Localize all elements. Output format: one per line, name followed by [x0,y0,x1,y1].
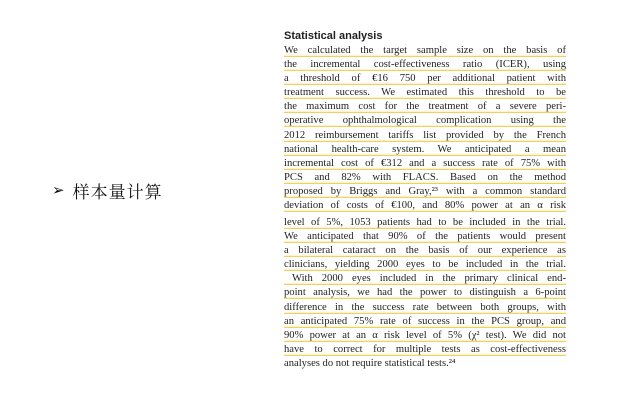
text-line: 90% power at an α risk level of 5% (χ² test). We did not [284,329,566,341]
text-line: deviation of costs of €100, and 80% power at an α risk [284,200,566,212]
text-line: We anticipated that 90% of the patients would present [284,231,566,243]
text-line: proposed by Briggs and Gray,²³ with a common standard [284,185,566,197]
paper-excerpt-upper [284,30,566,213]
bullet-text: 样本量计算 [72,183,163,203]
text-line: have to correct for multiple tests as cost-effectiveness [284,343,566,355]
text-line: treatment success. We estimated this threshold to be [284,87,566,99]
text-line: point analysis, we had the power to distinguish a 6-point [284,287,566,299]
text-line: analyses do not require statistical tests.²⁴ [284,357,456,369]
text-line: We calculated the target sample size on the basis of [284,45,566,56]
bullet-point [52,178,163,203]
text-line: PCS and 82% with FLACS. Based on the method [284,171,566,183]
text-line: clinicians, yielding 2000 eyes to be included in the trial. [284,259,566,271]
paper-excerpt-lower [284,216,566,370]
arrow-bullet-icon: ➢ [52,181,65,199]
text-line: difference in the success rate between both groups, with [284,301,566,313]
text-line: a bilateral cataract on the basis of our experience as [284,245,566,257]
text-line: level of 5%, 1053 patients had to be included in the trial. [284,217,566,228]
text-line: national health-care system. We anticipated a mean [284,143,566,155]
text-line: incremental cost of €312 and a success rate of 75% with [284,157,566,169]
text-line: the incremental cost-effectiveness ratio (ICER), using [284,59,566,71]
section-heading: Statistical analysis [284,30,383,42]
text-line: an anticipated 75% rate of success in the PCS group, and [284,315,566,327]
text-line: the maximum cost for the treatment of a severe peri- [284,101,566,113]
text-line: operative ophthalmological complication using the [284,115,566,127]
text-line: With 2000 eyes included in the primary clinical end- [284,272,566,285]
text-line: a threshold of €16 750 per additional patient with [284,73,566,85]
text-line: 2012 reimbursement tariffs list provided by the French [284,129,566,141]
